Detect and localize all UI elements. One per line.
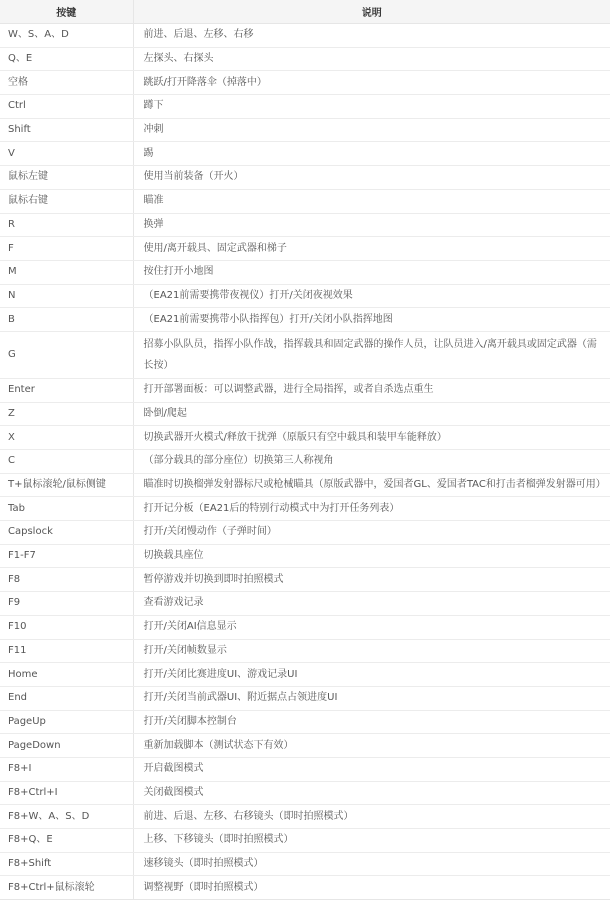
key-cell: F8+I [0, 757, 133, 781]
table-row [0, 189, 610, 213]
key-cell: Enter [0, 378, 133, 402]
description-cell: 关闭截图模式 [133, 781, 610, 805]
table-row [0, 260, 610, 284]
key-cell: End [0, 686, 133, 710]
table-row [0, 378, 610, 402]
key-cell: N [0, 284, 133, 308]
table-row [0, 166, 610, 190]
table-row [0, 781, 610, 805]
table-row [0, 710, 610, 734]
table-row [0, 213, 610, 237]
description-cell: 暂停游戏并切换到即时拍照模式 [133, 568, 610, 592]
key-cell: F8+W、A、S、D [0, 805, 133, 829]
description-cell: 招募小队队员，指挥小队作战，指挥载具和固定武器的操作人员，让队员进入/离开载具或固定武器（需长按） [133, 331, 610, 378]
table-row [0, 402, 610, 426]
description-cell: 切换载具座位 [133, 544, 610, 568]
table-row [0, 426, 610, 450]
key-cell: Shift [0, 118, 133, 142]
key-cell: F9 [0, 592, 133, 616]
table-row [0, 686, 610, 710]
description-cell: 打开/关闭AI信息显示 [133, 615, 610, 639]
table-body [0, 24, 610, 900]
table-row [0, 308, 610, 332]
description-cell: 打开/关闭当前武器UI、附近据点占领进度UI [133, 686, 610, 710]
table-row [0, 237, 610, 261]
description-cell: 打开部署面板：可以调整武器，进行全局指挥，或者自杀选点重生 [133, 378, 610, 402]
key-cell: X [0, 426, 133, 450]
description-cell: （EA21前需要携带小队指挥包）打开/关闭小队指挥地图 [133, 308, 610, 332]
key-cell: Ctrl [0, 95, 133, 119]
key-cell: F8+Ctrl+鼠标滚轮 [0, 876, 133, 900]
table-row [0, 876, 610, 900]
key-cell: V [0, 142, 133, 166]
description-cell: 前进、后退、左移、右移 [133, 24, 610, 48]
table-row [0, 829, 610, 853]
table-row [0, 142, 610, 166]
description-cell: 使用当前装备（开火） [133, 166, 610, 190]
table-row [0, 71, 610, 95]
table-row [0, 757, 610, 781]
key-cell: 鼠标左键 [0, 166, 133, 190]
table-row [0, 734, 610, 758]
description-cell: 上移、下移镜头（即时拍照模式） [133, 829, 610, 853]
key-cell: M [0, 260, 133, 284]
table-row [0, 852, 610, 876]
description-cell: 调整视野（即时拍照模式） [133, 876, 610, 900]
description-cell: 查看游戏记录 [133, 592, 610, 616]
table-row [0, 95, 610, 119]
description-cell: 左探头、右探头 [133, 47, 610, 71]
description-cell: 速移镜头（即时拍照模式） [133, 852, 610, 876]
key-cell: PageUp [0, 710, 133, 734]
description-cell: 蹲下 [133, 95, 610, 119]
description-cell: 瞄准 [133, 189, 610, 213]
key-cell: F8+Shift [0, 852, 133, 876]
description-cell: 重新加载脚本（测试状态下有效） [133, 734, 610, 758]
description-cell: 卧倒/爬起 [133, 402, 610, 426]
key-cell: PageDown [0, 734, 133, 758]
key-cell: Z [0, 402, 133, 426]
key-cell: Capslock [0, 521, 133, 545]
table-row [0, 47, 610, 71]
key-cell: F8 [0, 568, 133, 592]
description-cell: 前进、后退、左移、右移镜头（即时拍照模式） [133, 805, 610, 829]
column-header-description: 说明 [133, 0, 610, 24]
key-cell: G [0, 331, 133, 378]
key-cell: Q、E [0, 47, 133, 71]
table-row [0, 497, 610, 521]
table-row [0, 521, 610, 545]
key-cell: Tab [0, 497, 133, 521]
key-cell: W、S、A、D [0, 24, 133, 48]
description-cell: 打开/关闭比赛进度UI、游戏记录UI [133, 663, 610, 687]
description-cell: 冲刺 [133, 118, 610, 142]
key-cell: R [0, 213, 133, 237]
description-cell: 打开/关闭慢动作（子弹时间） [133, 521, 610, 545]
table-row [0, 24, 610, 48]
description-cell: 开启截图模式 [133, 757, 610, 781]
table-header-row [0, 0, 610, 24]
key-cell: F10 [0, 615, 133, 639]
description-cell: 按住打开小地图 [133, 260, 610, 284]
table-row [0, 805, 610, 829]
key-cell: 空格 [0, 71, 133, 95]
table-row [0, 450, 610, 474]
table-row [0, 663, 610, 687]
table-row [0, 331, 610, 378]
description-cell: （部分载具的部分座位）切换第三人称视角 [133, 450, 610, 474]
key-cell: 鼠标右键 [0, 189, 133, 213]
table-row [0, 639, 610, 663]
key-cell: Home [0, 663, 133, 687]
table-row [0, 615, 610, 639]
description-cell: 换弹 [133, 213, 610, 237]
key-cell: F11 [0, 639, 133, 663]
description-cell: 跳跃/打开降落伞（掉落中） [133, 71, 610, 95]
description-cell: （EA21前需要携带夜视仪）打开/关闭夜视效果 [133, 284, 610, 308]
key-cell: T+鼠标滚轮/鼠标侧键 [0, 473, 133, 497]
table-row [0, 284, 610, 308]
key-cell: C [0, 450, 133, 474]
description-cell: 打开/关闭脚本控制台 [133, 710, 610, 734]
table-row [0, 568, 610, 592]
description-cell: 瞄准时切换榴弹发射器标尺或枪械瞄具（原版武器中，爱国者GL、爱国者TAC和打击者榴弹发射器可用） [133, 473, 610, 497]
description-cell: 打开/关闭帧数显示 [133, 639, 610, 663]
description-cell: 打开记分板（EA21后的特别行动模式中为打开任务列表） [133, 497, 610, 521]
table-row [0, 473, 610, 497]
description-cell: 踢 [133, 142, 610, 166]
key-cell: F8+Ctrl+I [0, 781, 133, 805]
key-cell: F [0, 237, 133, 261]
table-row [0, 544, 610, 568]
description-cell: 切换武器开火模式/释放干扰弹（原版只有空中载具和装甲车能释放） [133, 426, 610, 450]
key-cell: B [0, 308, 133, 332]
key-cell: F8+Q、E [0, 829, 133, 853]
table-row [0, 118, 610, 142]
column-header-key: 按键 [0, 0, 133, 24]
table-row [0, 592, 610, 616]
description-cell: 使用/离开载具、固定武器和梯子 [133, 237, 610, 261]
key-cell: F1-F7 [0, 544, 133, 568]
